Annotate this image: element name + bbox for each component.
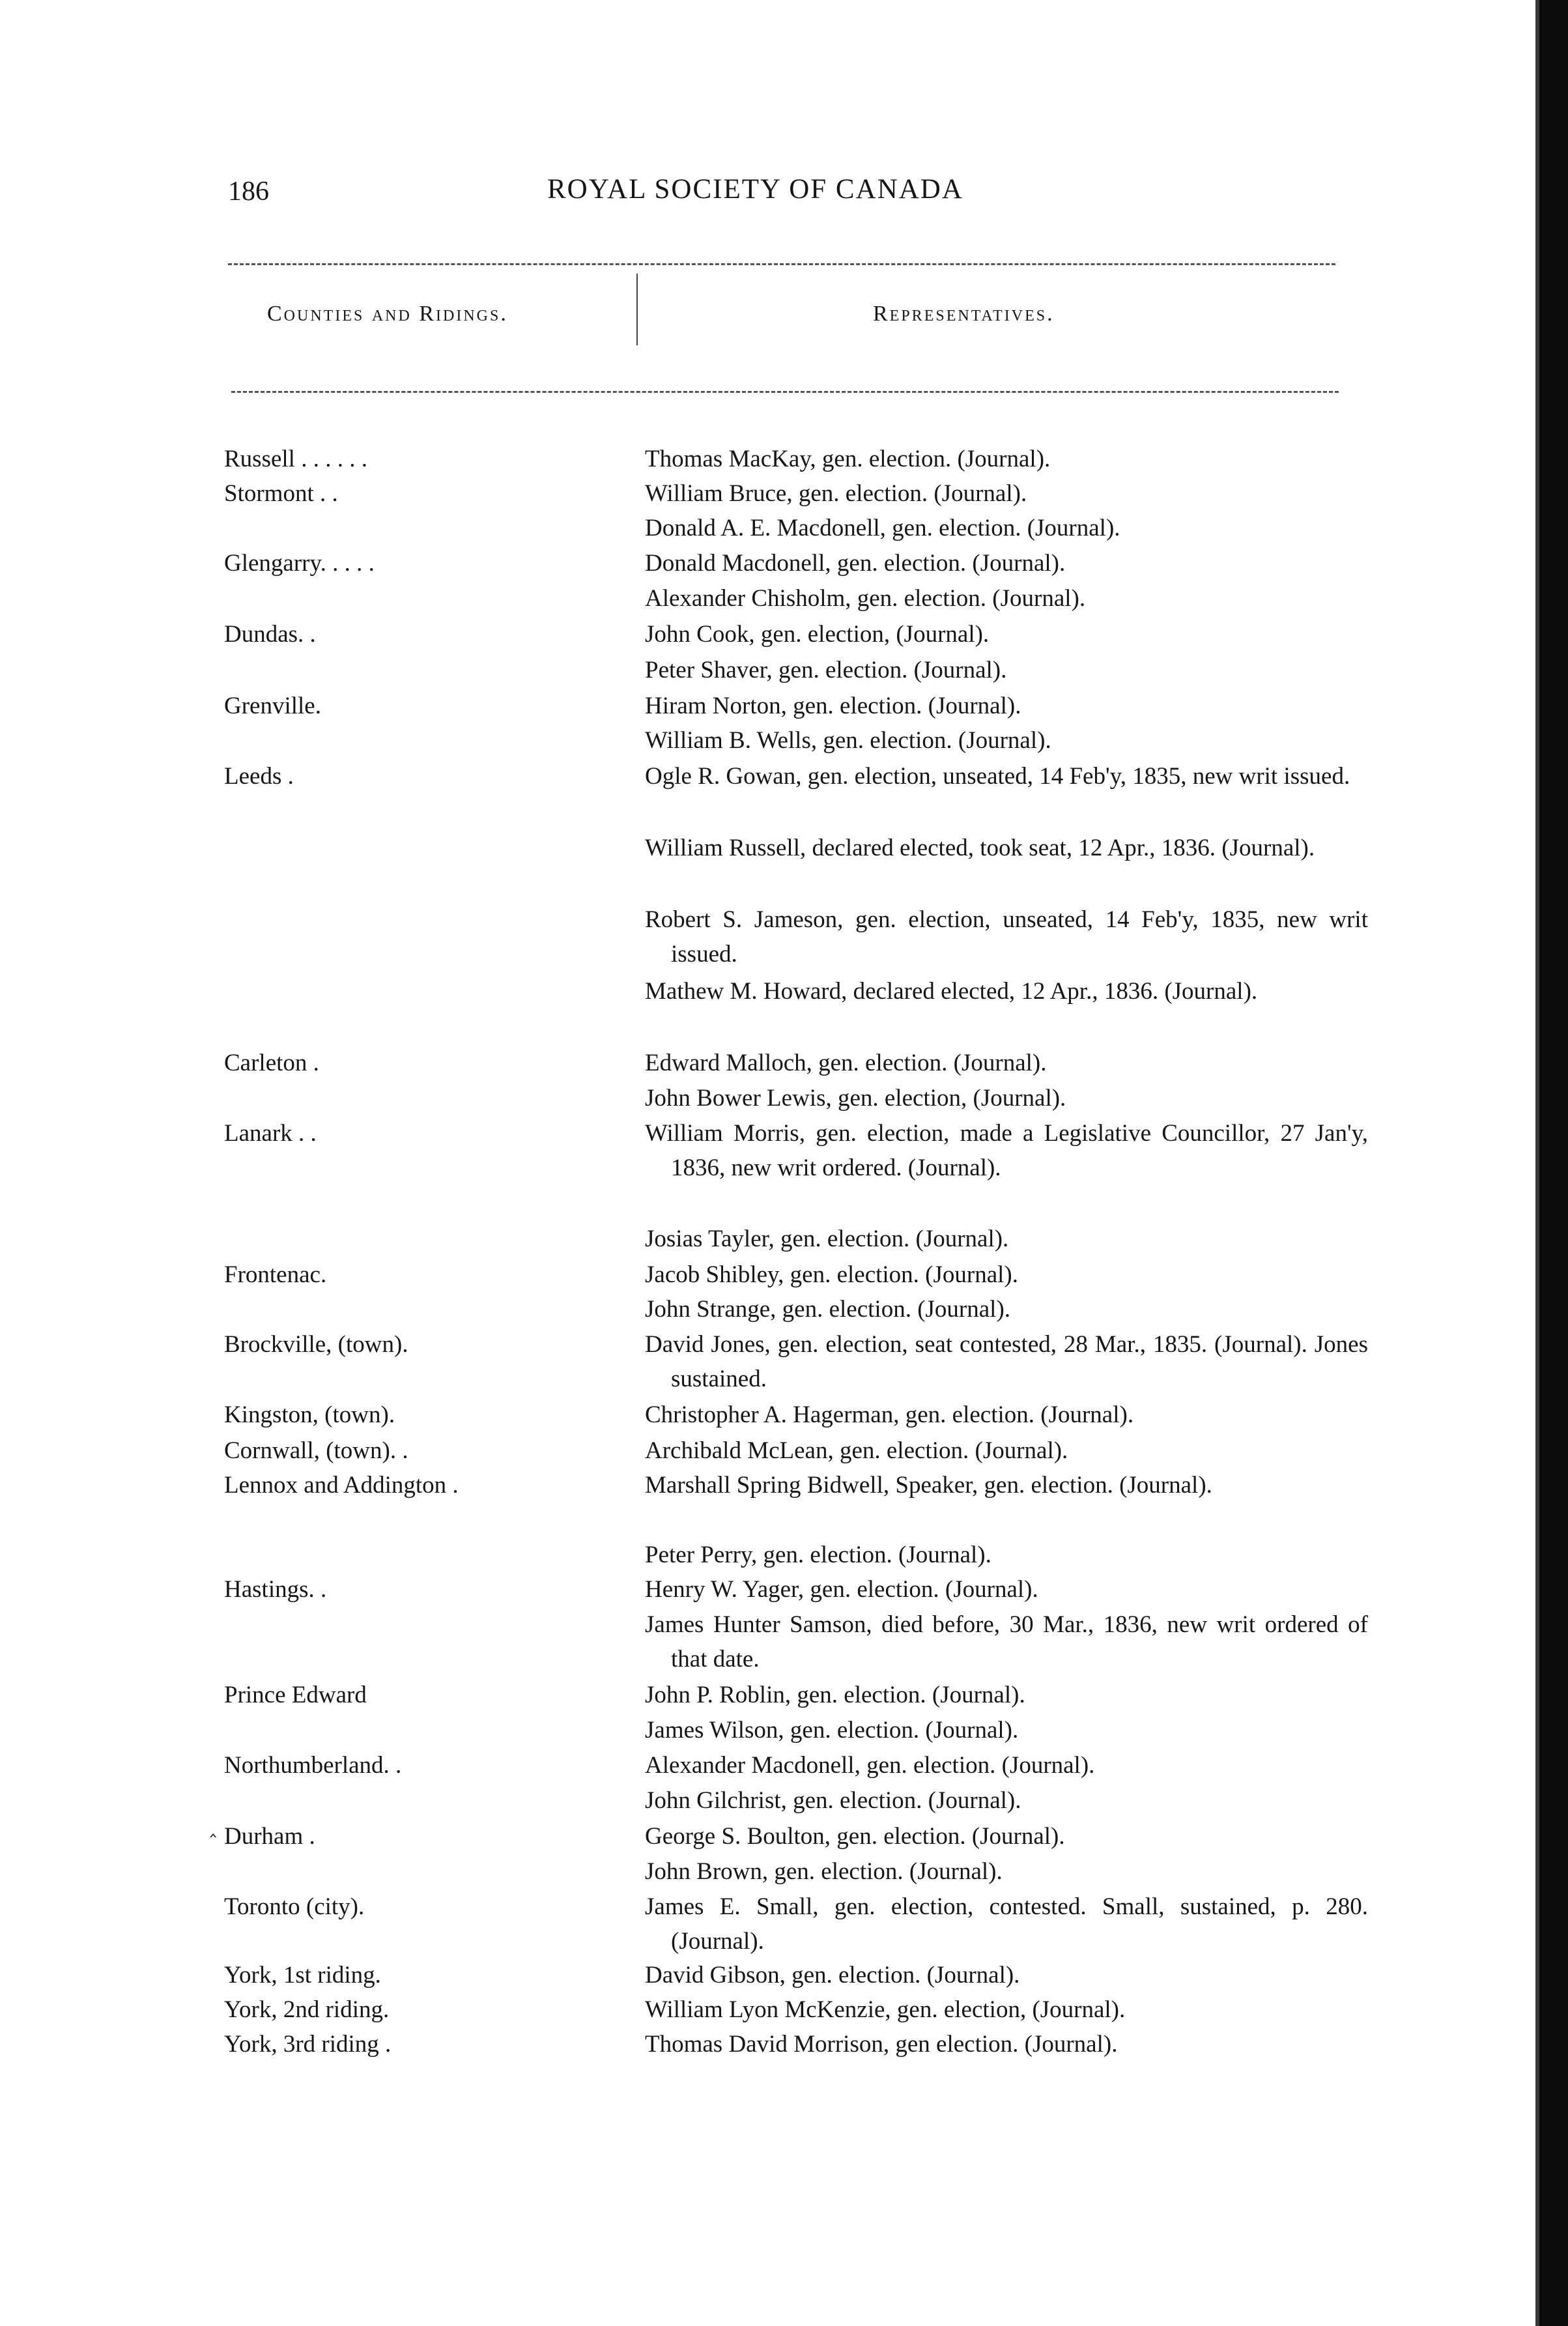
county-frontenac: Frontenac. (224, 1261, 327, 1288)
column-separator (636, 274, 638, 345)
representative-entry: Alexander Macdonell, gen. election. (Journal). (645, 1752, 1095, 1779)
representative-entry: James E. Small, gen. election, contested. Small, sustained, p. 280. (Journal). (645, 1893, 1368, 1955)
representative-entry: Christopher A. Hagerman, gen. election. (Journal). (645, 1401, 1134, 1428)
county-cornwall: Cornwall, (town). . (224, 1437, 408, 1464)
representative-entry: Thomas David Morrison, gen election. (Journal). (645, 2031, 1118, 2058)
representative-entry: Henry W. Yager, gen. election. (Journal). (645, 1576, 1038, 1603)
representative-entry: Jacob Shibley, gen. election. (Journal). (645, 1261, 1018, 1288)
county-prince-edward: Prince Edward (224, 1682, 367, 1708)
representative-entry: George S. Boulton, gen. election. (Journal). (645, 1823, 1065, 1850)
representative-entry: John Bower Lewis, gen. election, (Journal). (645, 1085, 1066, 1112)
county-durham: Durham . (224, 1823, 315, 1850)
representative-entry: Peter Perry, gen. election. (Journal). (645, 1542, 991, 1568)
column-header-counties: Counties and Ridings. (267, 302, 508, 326)
county-york-2nd: York, 2nd riding. (224, 1996, 390, 2023)
representative-entry: John Cook, gen. election, (Journal). (645, 621, 990, 648)
representative-entry: David Gibson, gen. election. (Journal). (645, 1962, 1020, 1989)
county-northumberland: Northumberland. . (224, 1752, 402, 1779)
representative-entry: David Jones, gen. election, seat contested, 28 Mar., 1835. (Journal). Jones sustained. (645, 1331, 1368, 1392)
representative-entry: Peter Shaver, gen. election. (Journal). (645, 657, 1007, 683)
representative-entry: Thomas MacKay, gen. election. (Journal). (645, 446, 1051, 472)
representative-entry: William B. Wells, gen. election. (Journal). (645, 727, 1051, 754)
representative-entry: Josias Tayler, gen. election. (Journal). (645, 1226, 1009, 1252)
representative-entry: William Morris, gen. election, made a Legislative Councillor, 27 Jan'y, 1836, new writ ordered. (Journal). (645, 1120, 1368, 1181)
representative-entry: James Wilson, gen. election. (Journal). (645, 1717, 1019, 1744)
county-brockville: Brockville, (town). (224, 1331, 408, 1358)
representative-entry: William Russell, declared elected, took seat, 12 Apr., 1836. (Journal). (645, 835, 1315, 861)
column-header-representatives: Representatives. (873, 302, 1055, 326)
representative-entry: James Hunter Samson, died before, 30 Mar., 1836, new writ ordered of that date. (645, 1611, 1368, 1673)
county-lanark: Lanark . . (224, 1120, 317, 1147)
representative-entry: William Lyon McKenzie, gen. election, (Journal). (645, 1996, 1126, 2023)
page-edge (1539, 0, 1568, 2326)
county-carleton: Carleton . (224, 1050, 319, 1076)
representative-entry: Donald Macdonell, gen. election. (Journal). (645, 550, 1066, 577)
county-toronto: Toronto (city). (224, 1893, 365, 1920)
county-grenville: Grenville. (224, 693, 321, 719)
representative-entry: John Strange, gen. election. (Journal). (645, 1296, 1011, 1323)
representative-entry: Marshall Spring Bidwell, Speaker, gen. election. (Journal). (645, 1472, 1212, 1499)
margin-mark: ‸ (210, 1816, 217, 1837)
county-russell: Russell . . . . . . (224, 446, 367, 472)
page-number: 186 (228, 177, 269, 207)
representative-entry: Ogle R. Gowan, gen. election, unseated, 14 Feb'y, 1835, new writ issued. (645, 763, 1350, 790)
representative-entry: Donald A. E. Macdonell, gen. election. (Journal). (645, 515, 1120, 541)
county-dundas: Dundas. . (224, 621, 316, 648)
representative-entry: Hiram Norton, gen. election. (Journal). (645, 693, 1021, 719)
representative-entry: John P. Roblin, gen. election. (Journal). (645, 1682, 1025, 1708)
representative-entry: William Bruce, gen. election. (Journal). (645, 480, 1027, 507)
county-lennox-addington: Lennox and Addington . (224, 1472, 459, 1499)
representative-entry: Robert S. Jameson, gen. election, unseated, 14 Feb'y, 1835, new writ issued. (645, 906, 1368, 968)
county-kingston: Kingston, (town). (224, 1401, 395, 1428)
county-glengarry: Glengarry. . . . . (224, 550, 375, 577)
representative-entry: Edward Malloch, gen. election. (Journal). (645, 1050, 1047, 1076)
representative-entry: Alexander Chisholm, gen. election. (Journal). (645, 585, 1086, 612)
table-header-rule (231, 391, 1339, 393)
representative-entry: Mathew M. Howard, declared elected, 12 Apr., 1836. (Journal). (645, 978, 1258, 1005)
representative-entry: Archibald McLean, gen. election. (Journal). (645, 1437, 1068, 1464)
county-leeds: Leeds . (224, 763, 294, 790)
representative-entry: John Brown, gen. election. (Journal). (645, 1858, 1003, 1885)
county-york-3rd: York, 3rd riding . (224, 2031, 392, 2058)
county-york-1st: York, 1st riding. (224, 1962, 381, 1989)
county-hastings: Hastings. . (224, 1576, 327, 1603)
representative-entry: John Gilchrist, gen. election. (Journal). (645, 1787, 1021, 1814)
county-stormont: Stormont . . (224, 480, 338, 507)
table-top-rule (228, 263, 1335, 265)
running-head: ROYAL SOCIETY OF CANADA (547, 174, 963, 205)
